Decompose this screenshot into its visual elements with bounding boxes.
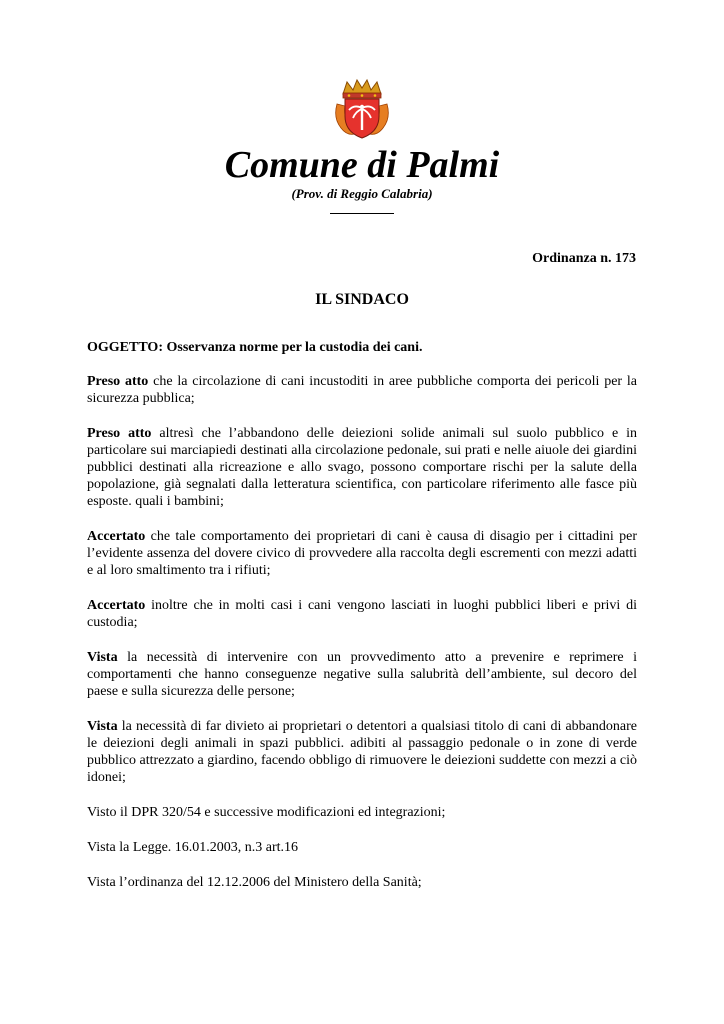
paragraph [87, 718, 637, 786]
paragraph-lead: Preso atto [87, 426, 152, 441]
paragraph-text: la necessità di intervenire con un provvedimento atto a prevenire e reprimere i comportamenti che hanno conseguenze negative sulla salubrità dell’ambiente, sul decoro del paese e sulla sicurezza delle persone; [87, 650, 637, 699]
paragraph-text: Visto il DPR 320/54 e successive modificazioni ed integrazioni; [87, 805, 446, 820]
subject-line: OGGETTO: Osservanza norme per la custodia dei cani. [87, 340, 423, 355]
paragraph-text: la necessità di far divieto ai proprietari o detentori a qualsiasi titolo di cani di abbandonare le deiezioni degli animali in spazi pubblici. adibiti al passaggio pedonale o in zone di verde pubblico attrezzato a giardino, facendo obbligo di rimuovere le deiezioni suddette con mezzi a ciò idonei; [87, 719, 637, 785]
paragraph-lead: Preso atto [87, 374, 149, 389]
ordinance-number: Ordinanza n. 173 [532, 251, 636, 266]
paragraph-text: Vista l’ordinanza del 12.12.2006 del Ministero della Sanità; [87, 875, 422, 890]
section-heading: IL SINDACO [315, 291, 409, 308]
paragraph-text: che tale comportamento dei proprietari di cani è causa di disagio per i cittadini per l’evidente assenza del dovere civico di provvedere alla raccolta degli escrementi con mezzi adatti e al loro smaltimento tra i rifiuti; [87, 529, 637, 578]
paragraph [87, 804, 637, 821]
paragraph-text: che la circolazione di cani incustoditi in aree pubbliche comporta dei pericoli per la sicurezza pubblica; [87, 374, 637, 406]
paragraph-text: altresì che l’abbandono delle deiezioni solide animali sul suolo pubblico e in particolare sui marciapiedi destinati alla circolazione pedonale, sui prati e nelle aiuole dei giardini pubblici destinati alla ricreazione e allo svago, possono comportare rischi per la salute della popolazione, già segnalati dalla letteratura scientifica, con particolare riferimento alle fasce più esposte. quali i bambini; [87, 426, 637, 509]
document-body [87, 339, 637, 909]
paragraph [87, 874, 637, 891]
paragraph-lead: Accertato [87, 598, 146, 613]
paragraph-lead: Vista [87, 650, 118, 665]
paragraph [87, 373, 637, 407]
paragraph-lead: Vista [87, 719, 118, 734]
paragraph [87, 528, 637, 579]
paragraph-lead: Accertato [87, 529, 146, 544]
coat-of-arms-icon [333, 78, 391, 140]
paragraph-text: Vista la Legge. 16.01.2003, n.3 art.16 [87, 840, 299, 855]
paragraph [87, 597, 637, 631]
title-divider [330, 213, 394, 214]
page-title: Comune di Palmi [224, 144, 500, 186]
paragraph [87, 649, 637, 700]
page-subtitle: (Prov. di Reggio Calabria) [291, 186, 433, 201]
paragraph [87, 425, 637, 510]
paragraph-text: inoltre che in molti casi i cani vengono lasciati in luoghi pubblici liberi e privi di custodia; [87, 598, 637, 630]
paragraph [87, 839, 637, 856]
